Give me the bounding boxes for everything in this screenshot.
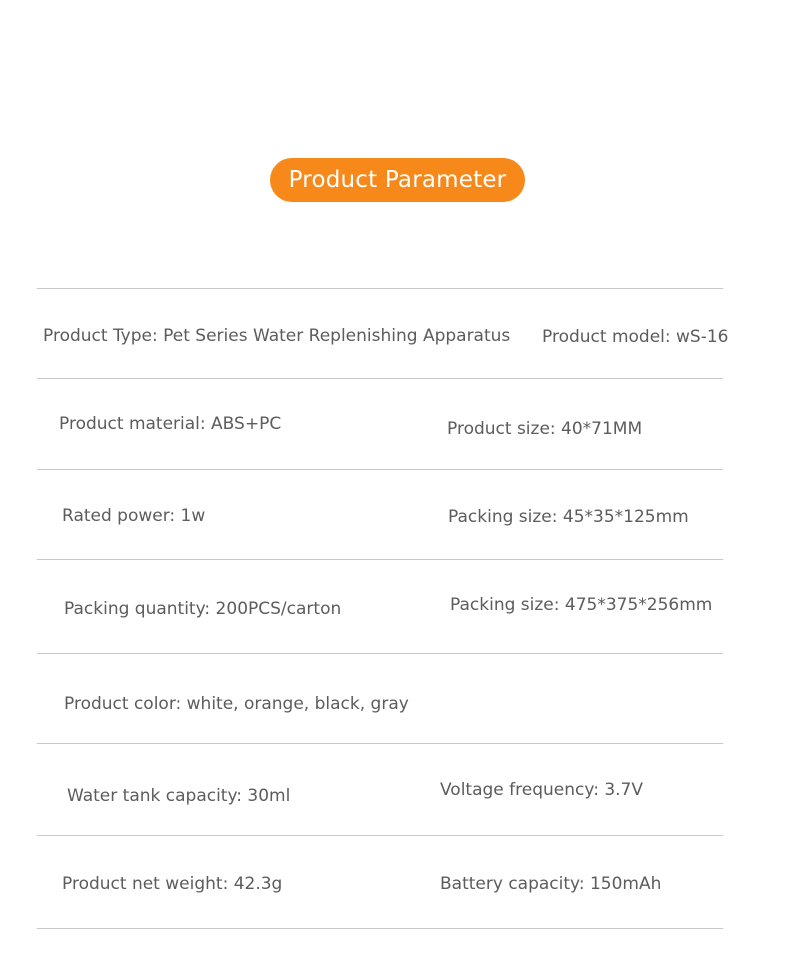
divider (37, 559, 723, 560)
param-packing-quantity: Packing quantity: 200PCS/carton (64, 599, 342, 619)
param-carton-packing-size: Packing size: 475*375*256mm (450, 595, 713, 615)
param-voltage-frequency: Voltage frequency: 3.7V (440, 780, 643, 800)
param-product-size: Product size: 40*71MM (447, 419, 643, 439)
param-product-type: Product Type: Pet Series Water Replenishing Apparatus (43, 326, 511, 346)
divider (37, 378, 723, 379)
param-product-model: Product model: wS-16 (542, 327, 729, 347)
divider (37, 835, 723, 836)
divider (37, 743, 723, 744)
param-product-color: Product color: white, orange, black, gray (64, 694, 409, 714)
param-packing-size: Packing size: 45*35*125mm (448, 507, 689, 527)
divider (37, 469, 723, 470)
param-net-weight: Product net weight: 42.3g (62, 874, 283, 894)
divider (37, 653, 723, 654)
section-title-badge: Product Parameter (270, 158, 525, 202)
param-water-tank-capacity: Water tank capacity: 30ml (67, 786, 291, 806)
divider (37, 288, 723, 289)
param-product-material: Product material: ABS+PC (59, 414, 282, 434)
param-rated-power: Rated power: 1w (62, 506, 206, 526)
divider (37, 928, 723, 929)
param-battery-capacity: Battery capacity: 150mAh (440, 874, 662, 894)
